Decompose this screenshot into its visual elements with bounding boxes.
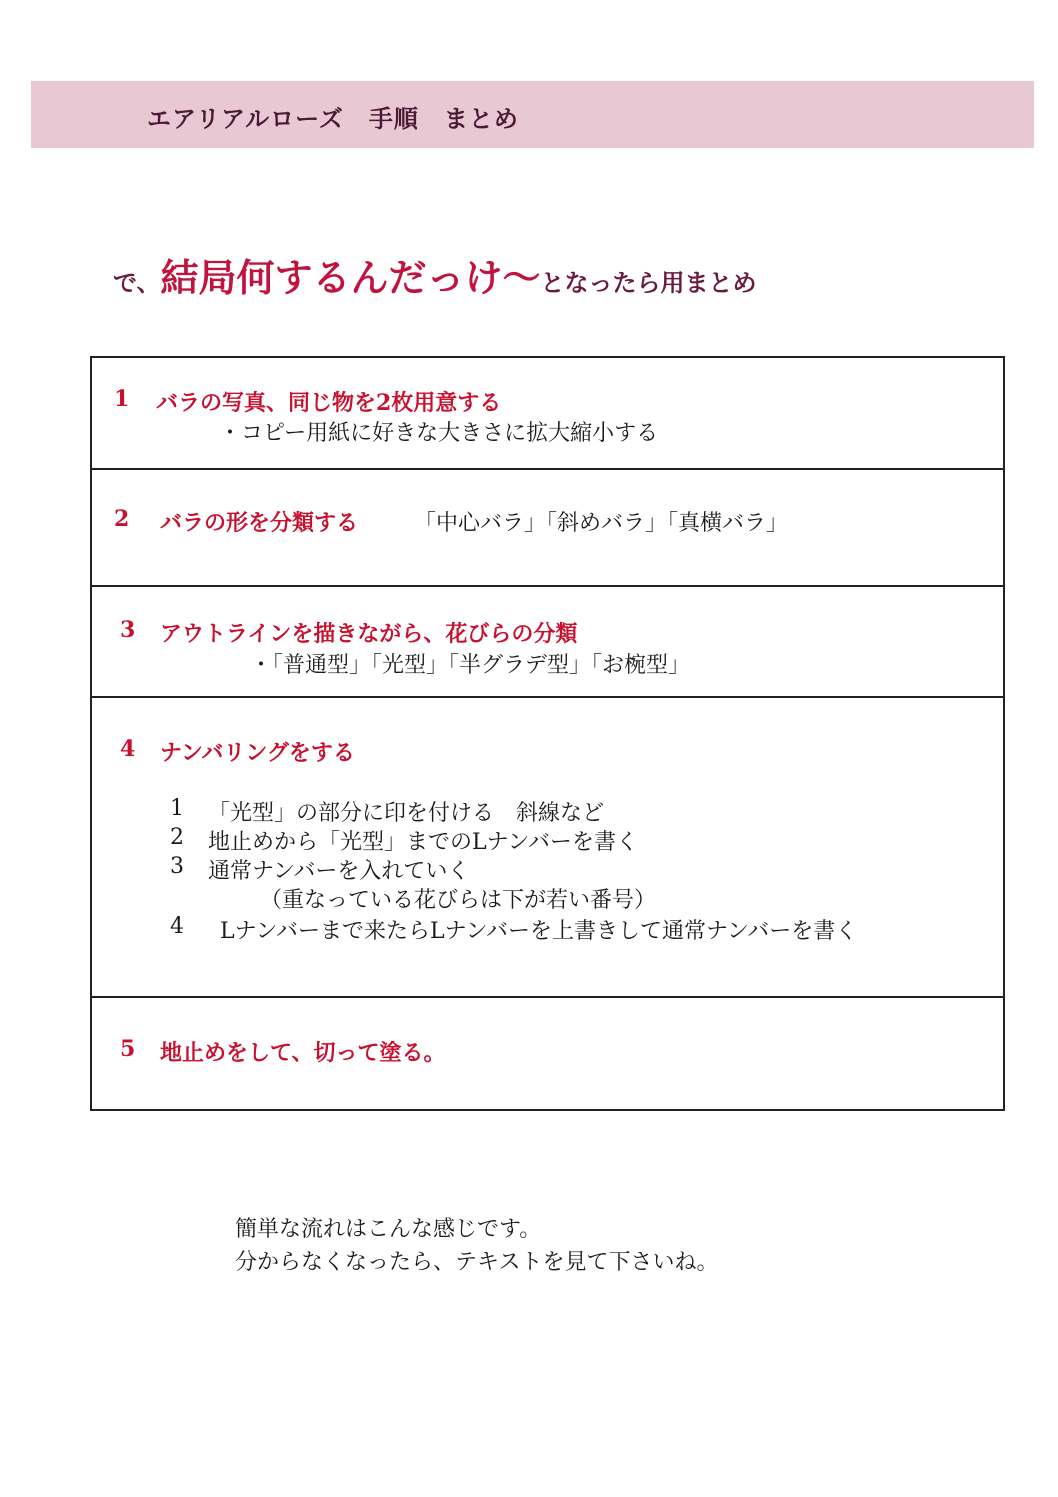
footer-line-2: 分からなくなったら、テキストを見て下さいね。 [235, 1250, 719, 1275]
subtitle-prefix: で、 [113, 268, 161, 297]
step-number: 1 [114, 386, 130, 412]
subtitle-emphasis: 結局何するんだっけ～ [160, 255, 541, 300]
step-3 [92, 587, 1003, 698]
header-band [31, 81, 1034, 148]
substep-text: 「光型」の部分に印を付ける 斜線など [208, 801, 605, 826]
subtitle [113, 247, 757, 302]
subtitle-suffix: となったら用まとめ [540, 268, 757, 297]
substep-number: 4 [170, 914, 184, 939]
steps-table [90, 356, 1005, 1111]
substep-number: 2 [170, 825, 184, 850]
substep-text: 地止めから「光型」までのLナンバーを書く [208, 830, 638, 855]
substep-text: Lナンバーまで来たらLナンバーを上書きして通常ナンバーを書く [220, 919, 858, 944]
step-detail: ・「普通型」「光型」「半グラデ型」「お椀型」 [250, 653, 691, 678]
step-title: ナンバリングをする [160, 740, 355, 766]
step-title: アウトラインを描きながら、花びらの分類 [160, 621, 578, 647]
substep-number: 1 [170, 796, 184, 821]
step-number: 4 [120, 736, 136, 762]
substep-text: 通常ナンバーを入れていく [208, 859, 470, 884]
step-5 [92, 998, 1003, 1109]
step-1 [92, 358, 1003, 470]
footer-line-1: 簡単な流れはこんな感じです。 [235, 1217, 542, 1242]
step-title: バラの形を分類する [160, 510, 359, 536]
footer-note [235, 1213, 719, 1279]
step-2 [92, 470, 1003, 587]
substep-number: 3 [170, 854, 184, 879]
step-4 [92, 698, 1003, 998]
step-number: 5 [120, 1036, 136, 1062]
step-title: バラの写真、同じ物を2枚用意する [156, 390, 502, 416]
step-detail: ・コピー用紙に好きな大きさに拡大縮小する [219, 421, 659, 446]
step-title: 地止めをして、切って塗る。 [160, 1040, 446, 1066]
step-number: 2 [114, 506, 130, 532]
step-number: 3 [120, 617, 136, 643]
step-detail: 「中心バラ」「斜めバラ」「真横バラ」 [414, 511, 789, 536]
substep-text: （重なっている花びらは下が若い番号） [260, 888, 657, 913]
page-title: エアリアルローズ 手順 まとめ [147, 104, 519, 133]
